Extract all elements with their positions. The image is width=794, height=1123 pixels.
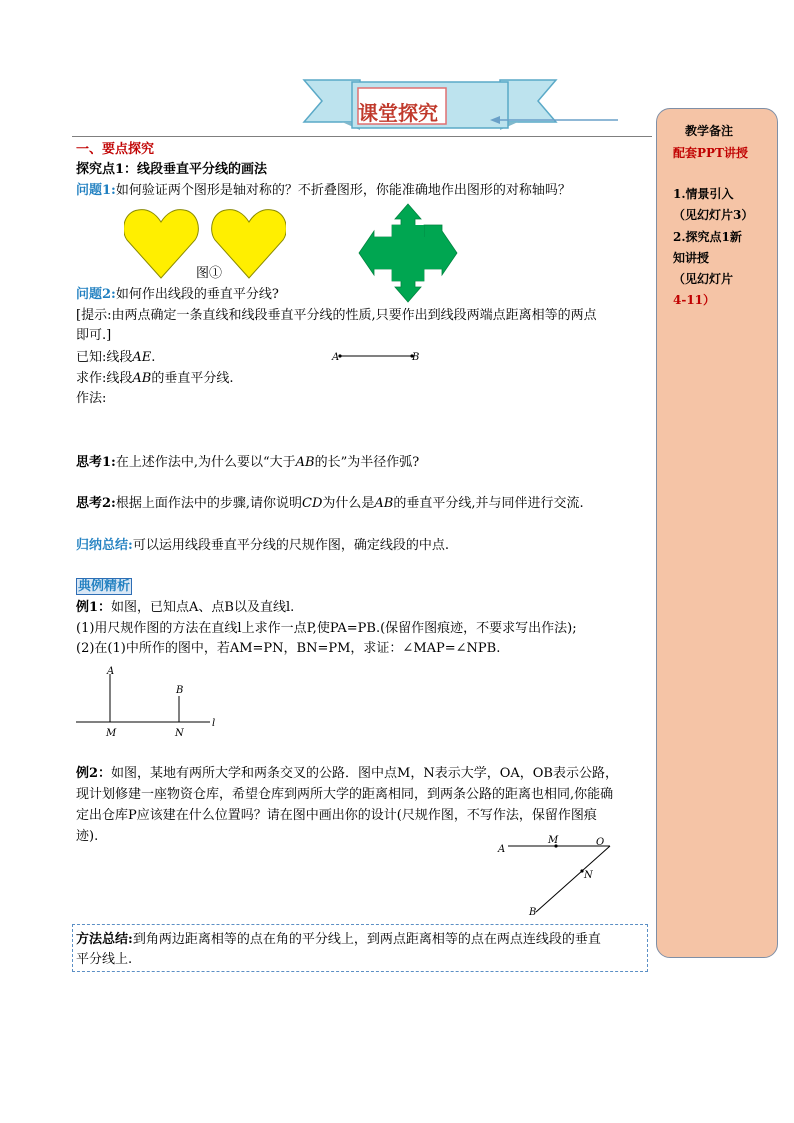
example-2-text: 如图，某地有两所大学和两条交叉的公路．图中点M，N表示大学，OA，OB表示公路， [111, 766, 618, 781]
example-2-label: 例2： [76, 766, 112, 781]
example-1-label: 例1： [76, 600, 112, 615]
figure-1-label: 图① [196, 266, 223, 281]
summary-label: 归纳总结: [76, 538, 133, 553]
cross-arrows-figure [358, 203, 458, 303]
method-label: 作法: [76, 391, 107, 406]
header-rule [72, 136, 652, 137]
question-2-label: 问题2: [76, 287, 116, 302]
sidebar-line: 知讲授 [673, 251, 710, 265]
example-2-figure [496, 834, 626, 918]
example-2-line-4: 迹). [76, 829, 99, 844]
question-1-text: 如何验证两个图形是轴对称的？不折叠图形，你能准确地作出图形的对称轴吗？ [115, 183, 571, 198]
fig1-label-n: N [175, 728, 184, 739]
point-title: 探究点1：线段垂直平分线的画法 [76, 162, 268, 177]
sidebar-line: 4-11） [673, 293, 716, 307]
think-1-text-a: 在上述作法中,为什么要以“大于 [115, 455, 296, 470]
known-var: AE [132, 350, 152, 365]
method-summary-line-2: 平分线上. [76, 952, 133, 967]
example-1-figure [72, 660, 222, 740]
example-1-text: 如图，已知点A、点B以及直线l. [111, 600, 295, 615]
fig1-label-b: B [176, 685, 184, 696]
sidebar-line: 2.探究点1新 [673, 230, 742, 244]
think-2-text-b: 为什么是 [322, 496, 375, 511]
example-2-line-1 [76, 764, 618, 783]
sidebar-line: （见幻灯片 [673, 272, 734, 286]
example-1-line-2: (1)用尺规作图的方法在直线l上求作一点P,使PA=PB.(保留作图痕迹，不要求写出作法); [76, 621, 577, 636]
example-1-line-1 [76, 598, 294, 617]
sidebar-line: 1.情景引入 [673, 187, 734, 201]
sidebar-line: （见幻灯片3） [673, 208, 754, 222]
fig2-label-m: M [548, 835, 559, 846]
fig2-label-n: N [584, 870, 593, 881]
fig2-label-o: O [596, 837, 605, 848]
segment-ab-figure [330, 348, 422, 364]
think-1 [76, 453, 419, 472]
method-summary-label: 方法总结: [76, 932, 133, 947]
fig1-label-a: A [107, 666, 115, 677]
think-2 [76, 494, 584, 513]
find-prefix: 求作:线段 [76, 371, 133, 386]
question-2 [76, 285, 279, 304]
think-2-text-c: 的垂直平分线,并与同伴进行交流. [393, 496, 584, 511]
hint-line-2: 即可.] [76, 328, 112, 343]
method-summary-text: 到角两边距离相等的点在角的平分线上，到两点距离相等的点在两点连线段的垂直 [132, 932, 601, 947]
find-var: AB [132, 371, 152, 386]
examples-heading-wrap [76, 577, 132, 596]
think-1-var: AB [295, 455, 315, 470]
fig1-label-l: l [212, 718, 216, 729]
summary-text: 可以运用线段垂直平分线的尺规作图，确定线段的中点. [132, 538, 449, 553]
question-1 [76, 181, 571, 200]
example-2-line-2: 现计划修建一座物资仓库，希望仓库到两所大学的距离相同，到两条公路的距离也相同,你能确 [76, 787, 614, 802]
find [76, 369, 233, 388]
section-title: 一、要点探究 [76, 142, 155, 157]
section-banner [300, 76, 620, 132]
hint-line-1: [提示:由两点确定一条直线和线段垂直平分线的性质,只要作出到线段两端点距离相等的两点 [76, 308, 597, 323]
think-2-var-2: AB [374, 496, 394, 511]
method-summary-line-1 [76, 930, 601, 949]
question-2-text: 如何作出线段的垂直平分线? [115, 287, 279, 302]
summary [76, 536, 449, 555]
known-prefix: 已知:线段 [76, 350, 133, 365]
banner-title: 课堂探究 [358, 101, 438, 125]
fig2-label-b: B [529, 907, 537, 918]
think-1-text-b: 的长”为半径作弧? [314, 455, 420, 470]
segment-label-a: A [332, 352, 340, 363]
fig2-label-a: A [498, 844, 506, 855]
examples-heading: 典例精析 [78, 579, 131, 594]
fig1-label-m: M [106, 728, 117, 739]
example-1-line-3: (2)在(1)中所作的图中，若AM=PN，BN=PM，求证：∠MAP=∠NPB. [76, 641, 501, 656]
known [76, 348, 155, 367]
think-1-label: 思考1: [76, 455, 116, 470]
think-2-text-a: 根据上面作法中的步骤,请你说明 [115, 496, 302, 511]
segment-label-b: B [412, 352, 420, 363]
teaching-notes-sidebar [656, 108, 778, 958]
question-1-label: 问题1: [76, 183, 116, 198]
example-2-line-3: 定出仓库P应该建在什么位置吗？请在图中画出你的设计(尺规作图，不写作法，保留作图痕 [76, 808, 597, 823]
find-suffix: 的垂直平分线. [151, 371, 234, 386]
known-suffix: . [151, 350, 156, 365]
think-2-label: 思考2: [76, 496, 116, 511]
sidebar-subheading: 配套PPT讲授 [673, 146, 748, 160]
think-2-var-1: CD [302, 496, 323, 511]
sidebar-heading: 教学备注 [685, 124, 734, 138]
